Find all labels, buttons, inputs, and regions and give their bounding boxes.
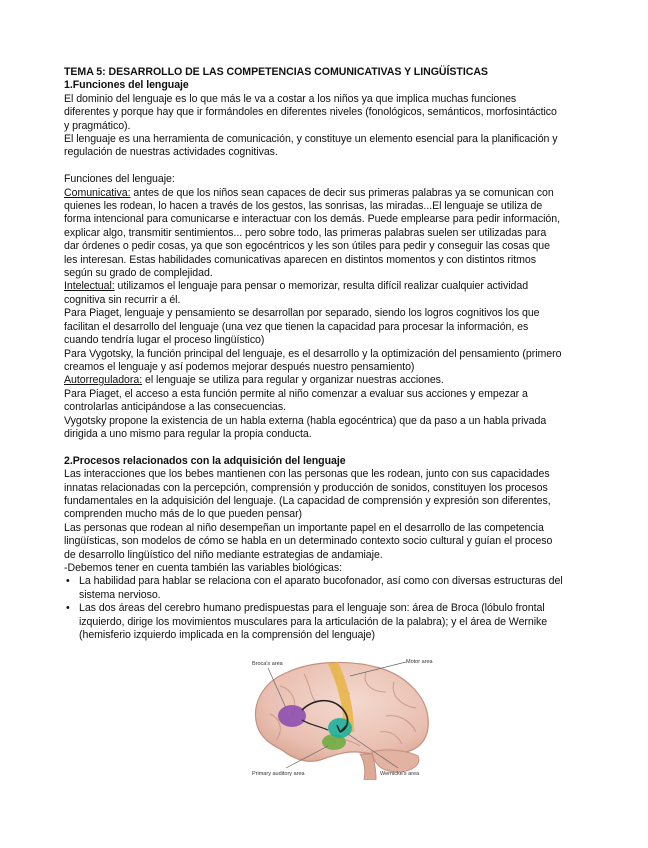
term-comunicativa: Comunicativa: <box>64 186 131 199</box>
paragraph: El lenguaje es una herramienta de comunicación, y constituye un elemento esencial para la planificación y regulación de nuestras actividades cognitivas. <box>64 133 558 159</box>
paragraph: Vygotsky propone la existencia de un habla externa (habla egocéntrica) que da paso a un habla privada dirigida a uno mismo para regular la propia conducta. <box>64 414 547 440</box>
paragraph: Para Piaget, lenguaje y pensamiento se desarrollan por separado, siendo los logros cognitivos los que facilitan el desarrollo del lenguaje (una vez que tienen la capacidad para procesar la información, es cuando tendría lugar el proceso lingüístico) <box>64 307 540 347</box>
section-1-heading: 1.Funciones del lenguaje <box>64 79 189 92</box>
blank-line <box>64 160 564 173</box>
list-item: • La habilidad para hablar se relaciona con el aparato bucofonador, así como con diversas estructuras del sistema nervioso. <box>64 575 564 602</box>
paragraph: El dominio del lenguaje es lo que más le va a costar a los niños ya que implica muchas funciones diferentes y porque hay que ir formándoles en diferentes niveles (fonológicos, semánticos, morfosintáctico y pragmático). <box>64 92 557 132</box>
comunicativa-text: antes de que los niños sean capaces de decir sus primeras palabras ya se comunican con quienes les rodean, lo hacen a través de los gestos, las sonrisas, las miradas...El lenguaje se utiliza de forma intencional para comunicarse e interactuar con los demás. Puede emplearse para pedir información, explicar algo, transmitir sentimientos... pero sobre todo, las primeras palabras suelen ser utilizadas para dar órdenes o pedir cosas, ya que son egocéntricos y les son útiles para pedir y conseguir las cosas que les interesan. Estas habilidades comunicativas aparecen en distintos momentos y con distintos ritmos según su grado de complejidad. <box>64 186 560 280</box>
paragraph: Para Vygotsky, la función principal del lenguaje, es el desarrollo y la optimización del pensamiento (primero creamos el lenguaje y así podemos mejorar después nuestro pensamiento) <box>64 347 562 373</box>
functions-label: Funciones del lenguaje: <box>64 173 175 186</box>
paragraph: Las interacciones que los bebes mantienen con las personas que les rodean, junto con sus capacidades innatas relacionadas con la percepción, comprensión y producción de sonidos, constituyen los procesos fundamentales en la adquisición del lenguaje. (La capacidad de comprensión y expresión son diferentes, comprenden mucho más de lo que pueden pensar) <box>64 468 551 521</box>
label-brocas-area: Broca's area <box>252 661 283 667</box>
document-body <box>64 66 564 642</box>
function-autorreguladora <box>64 374 564 387</box>
label-motor-area: Motor area <box>406 659 433 665</box>
brocas-area <box>278 705 306 727</box>
paragraph: Para Piaget, el acceso a esta función permite al niño comenzar a evaluar sus acciones y empezar a controlarlas anticipándose a las consecuencias. <box>64 387 528 414</box>
blank-line <box>64 441 564 454</box>
brain-figure <box>240 656 442 780</box>
list-item: • Las dos áreas del cerebro humano predispuestas para el lenguaje son: área de Broca (lóbulo frontal izquierdo, dirige los movimientos musculares para la articulación de la palabra); y el área de Wernike (hemisferio izquierdo implicada en la comprensión del lenguaje) <box>64 602 564 642</box>
label-wernickes-area: Wernicke's area <box>380 771 420 777</box>
bullet-list <box>64 575 564 642</box>
function-intelectual <box>64 280 564 307</box>
paragraph: Las personas que rodean al niño desempeñan un importante papel en el desarrollo de las competencia lingüísticas, son modelos de cómo se habla en un determinado contexto socio cultural y guían el proceso de desarrollo lingüístico del niño mediante estrategias de andamiaje. <box>64 521 553 561</box>
function-comunicativa <box>64 187 564 281</box>
cerebellum-shape <box>372 750 419 772</box>
autorreguladora-text: el lenguaje se utiliza para regular y organizar nuestras acciones. <box>142 374 444 387</box>
document-title: TEMA 5: DESARROLLO DE LAS COMPETENCIAS COMUNICATIVAS Y LINGÜÍSTICAS <box>64 66 488 78</box>
intelectual-text: utilizamos el lenguaje para pensar o memorizar, resulta difícil realizar cualquier actividad cognitiva sin recurrir a él. <box>64 280 529 306</box>
paragraph: -Debemos tener en cuenta también las variables biológicas: <box>64 562 342 574</box>
brain-diagram <box>240 656 442 780</box>
term-intelectual: Intelectual: <box>64 280 115 293</box>
label-primary-auditory-area: Primary auditory area <box>252 771 305 777</box>
brainstem-shape <box>360 754 376 780</box>
section-2-heading: 2.Procesos relacionados con la adquisición del lenguaje <box>64 454 346 467</box>
term-autorreguladora: Autorreguladora: <box>64 374 143 387</box>
